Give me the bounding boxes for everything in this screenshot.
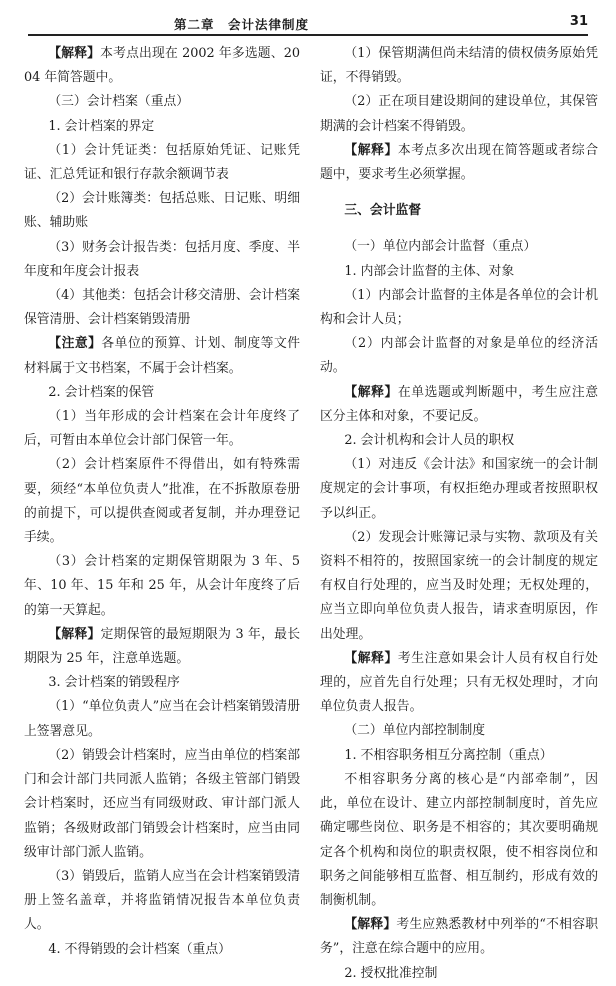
note-label: 【解释】 (48, 46, 101, 61)
paragraph: （1）保管期满但尚未结清的债权债务原始凭证，不得销毁。 (320, 46, 598, 86)
note-label: 【解释】 (344, 650, 398, 666)
header-rule (28, 34, 588, 36)
section-heading: 三、会计监督 (344, 203, 422, 219)
page-number: 31 (569, 14, 588, 29)
paragraph: （2）会计账簿类：包括总账、日记账、明细账、辅助账 (24, 191, 300, 231)
paragraph: （一）单位内部会计监督（重点） (344, 239, 537, 255)
paragraph: （1）对违反《会计法》和国家统一的会计制度规定的会计事项，有权拒绝办理或者按照职权予以纠正。 (320, 457, 598, 521)
note-paragraph (320, 381, 598, 429)
note-label: 【解释】 (344, 142, 398, 158)
paragraph: （2）发现会计账簿记录与实物、款项及有关资料不相符的，按照国家统一的会计制度的规定有权自行处理的，应当及时处理；无权处理的，应当立即向单位负责人报告，请求查明原因，作出处理。 (320, 529, 598, 642)
note-label: 【解释】 (344, 917, 397, 933)
spacer (320, 223, 598, 235)
note-label: 【注意】 (48, 336, 102, 352)
left-column (24, 42, 300, 962)
paragraph: 4. 不得销毁的会计档案（重点） (48, 941, 231, 957)
note-paragraph (24, 332, 300, 380)
paragraph: （2）正在项目建设期间的建设单位，其保管期满的会计档案不得销毁。 (320, 94, 598, 134)
paragraph: （1）当年形成的会计档案在会计年度终了后，可暂由本单位会计部门保管一年。 (24, 409, 300, 449)
paragraph: （1）内部会计监督的主体是各单位的会计机构和会计人员； (320, 287, 598, 328)
paragraph: （2）内部会计监督的对象是单位的经济活动。 (320, 336, 598, 376)
paragraph: 2. 授权批准控制 (344, 965, 438, 981)
paragraph: （二）单位内部控制制度 (344, 723, 486, 739)
paragraph: （1）会计凭证类：包括原始凭证、记账凭证、汇总凭证和银行存款余额调节表 (24, 142, 300, 183)
paragraph: 2. 会计机构和会计人员的职权 (344, 433, 515, 449)
paragraph: （3）财务会计报告类：包括月度、季度、半年度和年度会计报表 (24, 239, 300, 279)
note-label: 【解释】 (48, 626, 101, 642)
running-header (28, 13, 588, 35)
note-text: 考生注意如果会计人员有权自行处理的，应首先自行处理；只有无权处理时，才向单位负责人报告。 (320, 650, 598, 715)
paragraph: （2）销毁会计档案时，应当由单位的档案部门和会计部门共同派人监销；各级主管部门销毁会计档案时，还应当有同级财政、审计部门派人监销；各级财政部门销毁会计档案时，应当由同级审计部门派人监销。 (24, 747, 300, 860)
note-text: 本考点出现在 2002 年多选题、2004 年简答题中。 (24, 46, 300, 86)
paragraph: （3）会计档案的定期保管期限为 3 年、5 年、10 年、15 年和 25 年，从会计年度终了后的第一天算起。 (24, 554, 300, 618)
note-paragraph (24, 42, 300, 90)
paragraph: （3）销毁后，监销人应当在会计档案销毁清册上签名盖章，并将监销情况报告本单位负责人。 (24, 868, 300, 933)
note-text: 各单位的预算、计划、制度等文件材料属于文书档案，不属于会计档案。 (24, 336, 301, 376)
spacer (320, 187, 598, 199)
right-column (320, 42, 598, 986)
note-paragraph (320, 913, 598, 961)
paragraph: （2）会计档案原件不得借出，如有特殊需要，须经“本单位负责人”批准，在不拆散原卷册的前提下，可以提供查阅或者复制，并办理登记手续。 (24, 457, 300, 546)
note-paragraph (320, 647, 598, 720)
paragraph: 1. 内部会计监督的主体、对象 (344, 263, 515, 279)
note-label: 【解释】 (344, 384, 398, 400)
note-text: 定期保管的最短期限为 3 年，最长期限为 25 年，注意单选题。 (24, 626, 301, 667)
note-paragraph (24, 623, 300, 671)
paragraph: （4）其他类：包括会计移交清册、会计档案保管清册、会计档案销毁清册 (24, 288, 300, 328)
paragraph: 1. 不相容职务相互分离控制（重点） (344, 747, 553, 763)
paragraph: 1. 会计档案的界定 (48, 118, 155, 134)
paragraph: 不相容职务分离的核心是“内部牵制”，因此，单位在设计、建立内部控制制度时，首先应确定哪些岗位、职务是不相容的；其次要明确规定各个机构和岗位的职责权限，使不相容岗位和职务之间能够相互监督、相互制约，形成有效的制衡机制。 (320, 771, 598, 908)
note-text: 考生应熟悉教材中列举的“不相容职务”，注意在综合题中的应用。 (320, 917, 598, 957)
paragraph: （三）会计档案（重点） (48, 94, 190, 110)
paragraph: （1）“单位负责人”应当在会计档案销毁清册上签署意见。 (24, 699, 300, 739)
note-text: 本考点多次出现在简答题或者综合题中，要求考生必须掌握。 (320, 142, 598, 183)
chapter-title: 第二章 会计法律制度 (174, 17, 310, 32)
paragraph: 2. 会计档案的保管 (48, 384, 155, 400)
note-text: 在单选题或判断题中，考生应注意区分主体和对象，不要记反。 (320, 384, 598, 424)
paragraph: 3. 会计档案的销毁程序 (48, 675, 180, 691)
note-paragraph (320, 139, 598, 187)
